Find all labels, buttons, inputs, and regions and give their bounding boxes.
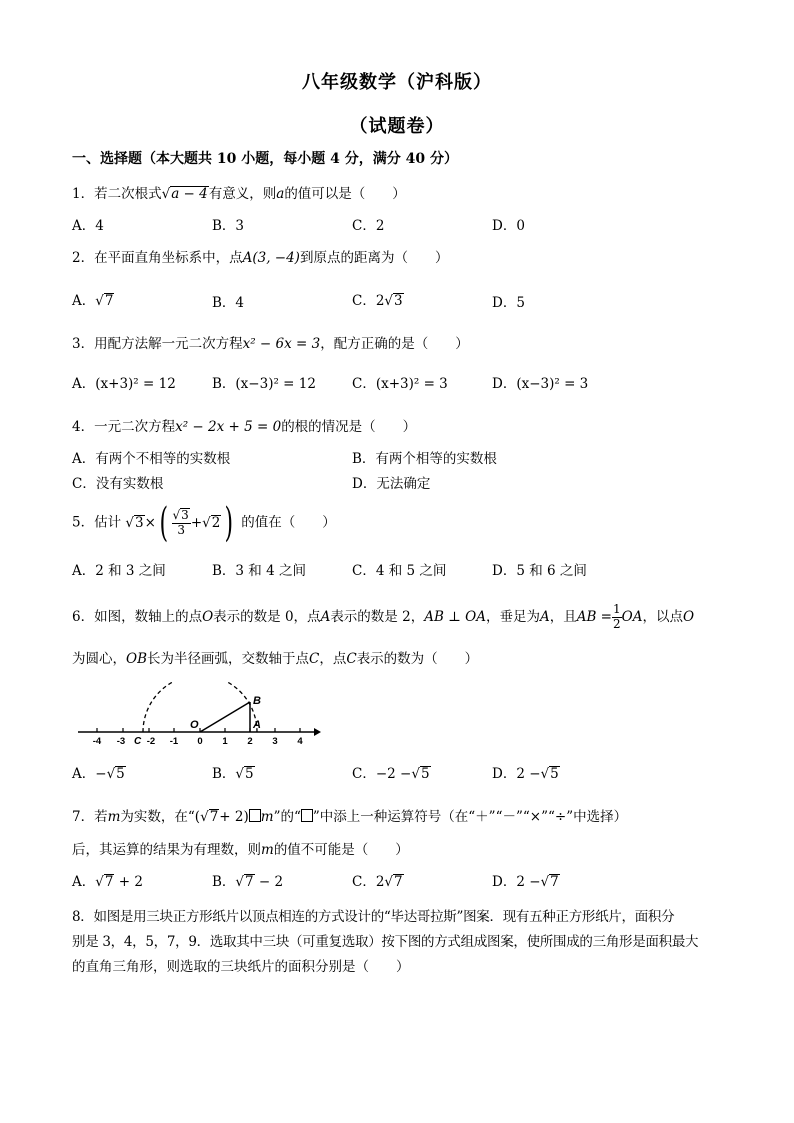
radicand: 7 (550, 874, 559, 890)
expression: AB ⊥ OA (424, 608, 486, 625)
option-c[interactable]: C．4 和 5 之间 (352, 563, 447, 579)
question-text: ”的“ (273, 809, 301, 825)
tick-labels (93, 736, 304, 747)
variable: O (202, 608, 214, 625)
dashed-arc (143, 682, 257, 732)
radicand: 7 (245, 874, 254, 890)
radicand: 7 (104, 874, 114, 890)
question-text: 表示的数为（ ） (356, 651, 479, 667)
option-label: A． (72, 293, 96, 309)
question-text: ，配方正确的是（ ） (320, 336, 469, 352)
question-6-line-2 (72, 647, 478, 667)
section-heading: 一、选择题（本大题共 10 小题，每小题 4 分，满分 40 分） (72, 151, 458, 167)
option-label: B． (212, 766, 236, 782)
question-text: + 2) (219, 809, 249, 825)
option-d[interactable]: D．5 (492, 295, 525, 311)
option-label: C．2 (352, 874, 385, 890)
option-a[interactable]: A．−√5 (72, 766, 125, 782)
option-c[interactable]: C．2 (352, 218, 385, 234)
question-text: 3．用配方法解一元二次方程 (72, 336, 243, 352)
option-b[interactable]: B．4 (212, 295, 245, 311)
question-text: 4．一元二次方程 (72, 419, 176, 435)
tick-label: -4 (92, 736, 102, 747)
option-c[interactable]: C．没有实数根 (72, 476, 164, 492)
question-text: ，垂足为 (485, 608, 540, 625)
option-label: D．2 − (492, 766, 541, 782)
radicand: 5 (245, 766, 254, 782)
question-text: 表示的数是 2， (330, 608, 425, 625)
question-8-line-3: 的直角三角形，则选取的三块纸片的面积分别是（ ） (72, 959, 410, 975)
option-d[interactable]: D．2 −√5 (492, 766, 559, 782)
question-8-line-2: 别是 3，4，5，7，9．选取其中三块（可重复选取）按下图的方式组成图案，使所围成的三角形是面积最大 (72, 934, 699, 950)
question-text: 后，其运算的结果为有理数，则 (72, 842, 261, 858)
option-d[interactable]: D．2 −√7 (492, 874, 559, 890)
option-c[interactable]: C．2√7 (352, 874, 403, 890)
option-text: − 2 (258, 874, 284, 890)
question-text: 1．若二次根式 (72, 186, 162, 202)
question-text: 的根的情况是（ ） (281, 419, 417, 435)
label-c: C (134, 736, 142, 747)
tick-label: -1 (169, 736, 179, 747)
radicand: 7 (394, 874, 403, 890)
option-a[interactable]: A．√7 (72, 293, 114, 309)
radicand: 5 (550, 766, 559, 782)
option-c[interactable]: C．(x+3)² = 3 (352, 376, 448, 392)
option-a[interactable]: A．(x+3)² = 12 (72, 376, 176, 392)
option-label: A． (72, 874, 96, 890)
radicand: 5 (116, 766, 125, 782)
question-3 (72, 332, 469, 352)
tick-label: 3 (272, 736, 278, 747)
variable: m (107, 809, 121, 825)
option-a[interactable]: A．√7 + 2 (72, 874, 143, 890)
option-label: A．− (72, 766, 107, 782)
blank-box (301, 809, 313, 822)
expression: √ 3 × ( $\frac{√3}{3}$ + √ 2 ) (125, 500, 234, 546)
question-6-line-1 (72, 603, 694, 632)
option-b[interactable]: B．√5 (212, 766, 254, 782)
radicand: 7 (104, 293, 114, 309)
tick-label: -2 (146, 736, 156, 747)
blank-box (249, 809, 261, 822)
label-b: B (253, 695, 261, 707)
radicand: 5 (420, 766, 430, 782)
question-4 (72, 415, 416, 435)
option-label: C．−2 − (352, 766, 412, 782)
question-text: ，点 (319, 651, 347, 667)
variable: A (539, 608, 550, 625)
radicand: a − 4 (171, 186, 208, 202)
variable: m (261, 842, 274, 858)
option-a[interactable]: A．有两个不相等的实数根 (72, 451, 231, 467)
question-text: 的值不可能是（ ） (273, 842, 409, 858)
question-text: 的值在（ ） (241, 514, 336, 531)
question-8-line-1: 8．如图是用三块正方形纸片以顶点相连的方式设计的“毕达哥拉斯”图案．现有五种正方形纸片，面积分 (72, 909, 675, 925)
option-d[interactable]: D．5 和 6 之间 (492, 563, 587, 579)
option-c[interactable]: C．−2 −√5 (352, 766, 430, 782)
question-text: 长为半径画弧，交数轴于点 (147, 651, 309, 667)
option-c[interactable]: C．2√3 (352, 293, 403, 309)
radicand: 7 (209, 809, 219, 825)
option-b[interactable]: B．有两个相等的实数根 (352, 451, 497, 467)
question-text: 为圆心， (72, 651, 126, 667)
equation: x² − 2x + 5 = 0 (175, 419, 282, 435)
option-d[interactable]: D．无法确定 (352, 476, 431, 492)
equation: x² − 6x = 3 (242, 336, 321, 352)
number-line-figure (72, 682, 322, 748)
label-a: A (253, 719, 261, 731)
option-label: B． (212, 874, 236, 890)
question-5 (72, 500, 336, 546)
question-text: ，且 (549, 608, 577, 625)
question-7-line-2 (72, 838, 409, 858)
option-d[interactable]: D．0 (492, 218, 525, 234)
variable: A (320, 608, 331, 625)
question-text: 7．若 (72, 809, 108, 825)
axis-arrow (314, 728, 321, 736)
option-a[interactable]: A．2 和 3 之间 (72, 563, 166, 579)
segment-ob (200, 702, 250, 732)
question-text: 的值可以是（ ） (284, 186, 406, 202)
option-label: D．2 − (492, 874, 541, 890)
option-b[interactable]: B．(x−3)² = 12 (212, 376, 316, 392)
option-text: + 2 (118, 874, 143, 890)
question-text: 为实数，在“( (120, 809, 201, 825)
tick-label: 1 (222, 736, 228, 747)
question-text: 5．估计 (72, 514, 122, 531)
page-title: 八年级数学（沪科版） (302, 72, 492, 93)
question-2 (72, 246, 448, 266)
expression: OB (126, 651, 147, 667)
tick-label: 2 (247, 736, 253, 747)
question-text: 有意义，则 (208, 186, 277, 202)
option-label: C．2 (352, 293, 385, 309)
page-subtitle: （试题卷） (349, 116, 445, 137)
question-text: ，以点 (642, 608, 683, 625)
question-text: 6．如图，数轴上的点 (72, 608, 203, 625)
option-a[interactable]: A．4 (72, 218, 104, 234)
question-7-line-1: 7．若m为实数，在“(√7+ 2) m”的“ ”中添上一种运算符号（在“＋”“－”“×”“÷”中选择） (72, 809, 628, 825)
radicand: 3 (394, 293, 403, 309)
question-1: 1．若二次根式√a − 4有意义，则a的值可以是（ ） (72, 186, 406, 202)
option-b[interactable]: B．3 (212, 218, 245, 234)
tick-label: -3 (116, 736, 126, 747)
expression: OA (621, 608, 643, 625)
option-b[interactable]: B．3 和 4 之间 (212, 563, 306, 579)
question-text: 到原点的距离为（ ） (299, 250, 449, 266)
variable: C (309, 651, 320, 667)
option-b[interactable]: B．√7 − 2 (212, 874, 284, 890)
question-text: ”中添上一种运算符号（在“＋”“－”“×”“÷”中选择） (312, 809, 628, 825)
label-o: O (190, 719, 199, 731)
variable: a (276, 186, 285, 202)
tick-label: 4 (297, 736, 303, 747)
variable: m (260, 809, 274, 825)
expression: AB = (576, 608, 612, 625)
tick-label: 0 (197, 736, 203, 747)
variable: O (682, 608, 695, 625)
variable: C (346, 651, 357, 667)
option-d[interactable]: D．(x−3)² = 3 (492, 376, 589, 392)
question-text: 表示的数是 0，点 (213, 608, 321, 625)
fraction: $\frac{√3}{3}$ (172, 508, 189, 537)
point-a: A(3, −4) (242, 250, 300, 266)
question-text: 2．在平面直角坐标系中，点 (72, 250, 243, 266)
fraction: $\frac{1}{2}$ (613, 602, 621, 631)
